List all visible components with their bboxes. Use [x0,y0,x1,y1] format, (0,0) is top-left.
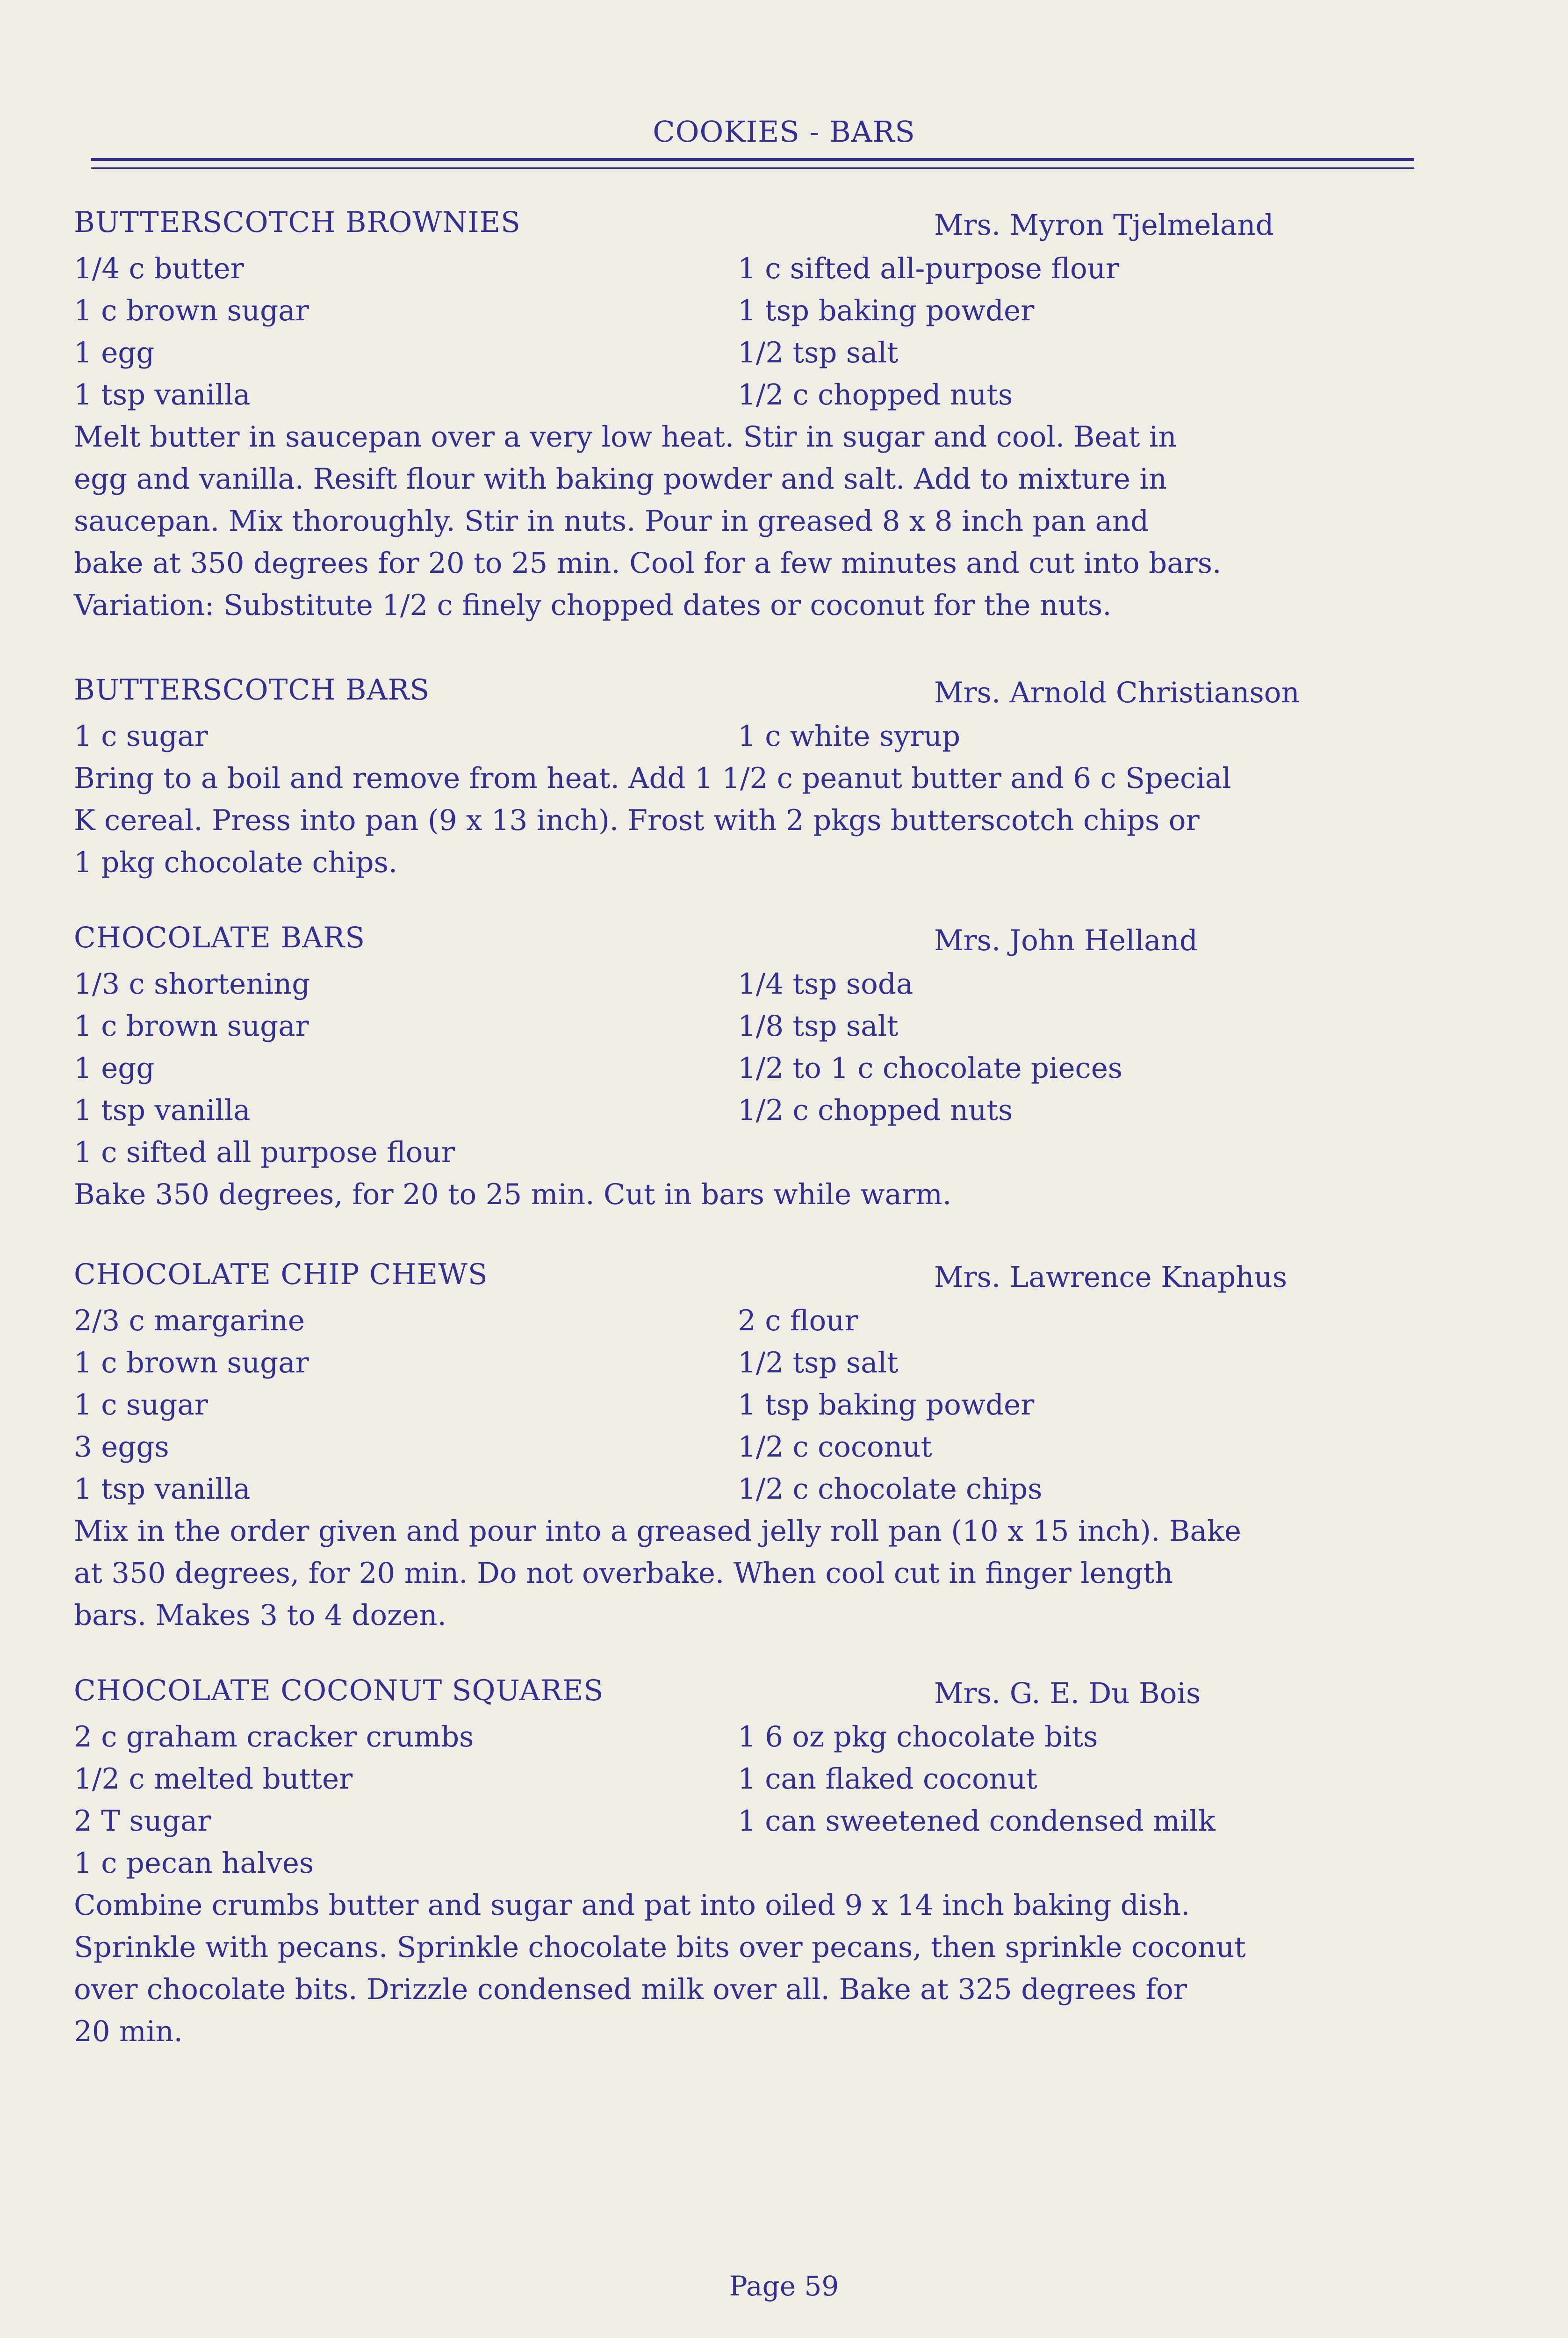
instruction-line: Sprinkle with pecans. Sprinkle chocolate bits over pecans, then sprinkle coconut [74,1931,1246,1964]
ingredient: 1 c pecan halves [74,1847,314,1880]
header-rule-thin [91,167,1414,169]
ingredients-right [738,715,960,758]
ingredient: 1/4 tsp soda [738,967,913,1001]
recipe-block [74,921,1420,1216]
recipe-title: CHOCOLATE COCONUT SQUARES [74,1674,604,1707]
recipe-header [74,1258,1420,1300]
instruction-line: 1 pkg chocolate chips. [74,846,398,879]
ingredient: 1/3 c shortening [74,967,310,1001]
recipe-block [74,206,1420,627]
recipe-title: CHOCOLATE BARS [74,921,365,954]
ingredients-right [738,248,1119,416]
recipe-header [74,206,1420,248]
ingredient: 1 c sifted all purpose flour [74,1136,455,1169]
instruction-line: bars. Makes 3 to 4 dozen. [74,1599,446,1632]
instruction-line: at 350 degrees, for 20 min. Do not overbake. When cool cut in finger length [74,1557,1173,1590]
page-number: Page 59 [729,2270,839,2302]
recipe-author: Mrs. Myron Tjelmeland [934,209,1274,242]
instruction-line: egg and vanilla. Resift flour with baking powder and salt. Add to mixture in [74,462,1167,496]
recipe-instructions [74,416,1420,627]
ingredients-right [738,1716,1216,1842]
ingredient-columns [74,963,1420,1174]
ingredient: 1 tsp vanilla [74,1094,251,1127]
instruction-line: Melt butter in saucepan over a very low heat. Stir in sugar and cool. Beat in [74,420,1177,454]
ingredient: 2 T sugar [74,1804,211,1838]
ingredient: 1 c sifted all-purpose flour [738,252,1120,285]
instruction-line: Bake 350 degrees, for 20 to 25 min. Cut in bars while warm. [74,1178,952,1211]
instruction-line: Combine crumbs butter and sugar and pat into oiled 9 x 14 inch baking dish. [74,1889,1190,1922]
instruction-line: Variation: Substitute 1/2 c finely chopped dates or coconut for the nuts. [74,589,1112,622]
ingredients-left [74,1716,474,1884]
recipe-title: CHOCOLATE CHIP CHEWS [74,1258,488,1291]
ingredient-columns [74,1716,1420,1884]
ingredient: 1 can sweetened condensed milk [738,1804,1216,1838]
ingredient: 1 tsp baking powder [738,294,1035,327]
instruction-line: Mix in the order given and pour into a greased jelly roll pan (10 x 15 inch). Bake [74,1515,1241,1548]
instruction-line: saucepan. Mix thoroughly. Stir in nuts. Pour in greased 8 x 8 inch pan and [74,505,1149,538]
ingredient: 1/2 c coconut [738,1430,932,1464]
recipe-title: BUTTERSCOTCH BARS [74,673,430,707]
ingredient: 1 c brown sugar [74,294,309,327]
instruction-line: 20 min. [74,2015,183,2048]
ingredient-columns [74,248,1420,416]
ingredient: 1/2 c chocolate chips [738,1472,1043,1506]
ingredient: 2 c graham cracker crumbs [74,1720,474,1754]
ingredients-right [738,1300,1042,1510]
recipe-block [74,673,1420,884]
recipe-header [74,1674,1420,1716]
ingredient: 2 c flour [738,1304,858,1337]
recipe-title: BUTTERSCOTCH BROWNIES [74,206,521,239]
ingredient: 1 egg [74,336,155,369]
header-rule-thick [91,158,1414,161]
recipe-header [74,921,1420,963]
recipe-block [74,1674,1420,2053]
ingredients-left [74,715,208,758]
ingredient: 1/2 c chopped nuts [738,1094,1013,1127]
recipe-author: Mrs. Arnold Christianson [934,676,1300,709]
ingredient-columns [74,715,1420,758]
instruction-line: over chocolate bits. Drizzle condensed milk over all. Bake at 325 degrees for [74,1973,1187,2006]
instruction-line: bake at 350 degrees for 20 to 25 min. Cool for a few minutes and cut into bars. [74,547,1222,580]
ingredient-columns [74,1300,1420,1510]
ingredient: 1/2 to 1 c chocolate pieces [738,1052,1123,1085]
ingredient: 1 egg [74,1052,155,1085]
instruction-line: K cereal. Press into pan (9 x 13 inch). Frost with 2 pkgs butterscotch chips or [74,804,1200,837]
ingredient: 1 tsp baking powder [738,1388,1035,1422]
ingredient: 1 c brown sugar [74,1010,309,1043]
ingredients-left [74,248,309,416]
ingredient: 1/4 c butter [74,252,244,285]
recipe-header [74,673,1420,715]
recipe-instructions [74,1174,1420,1216]
ingredient: 3 eggs [74,1430,169,1464]
ingredient: 1 c brown sugar [74,1346,309,1379]
ingredient: 1 c sugar [74,720,208,753]
ingredient: 1 6 oz pkg chocolate bits [738,1720,1098,1754]
ingredients-left [74,1300,309,1510]
ingredient: 1 can flaked coconut [738,1762,1037,1796]
recipe-block [74,1258,1420,1637]
instruction-line: Bring to a boil and remove from heat. Add 1 1/2 c peanut butter and 6 c Special [74,762,1231,795]
recipe-author: Mrs. G. E. Du Bois [934,1677,1201,1710]
recipe-author: Mrs. Lawrence Knaphus [934,1261,1287,1294]
ingredient: 1/2 tsp salt [738,336,899,369]
ingredient: 1/2 tsp salt [738,1346,899,1379]
ingredient: 1/2 c chopped nuts [738,378,1013,411]
ingredient: 1 tsp vanilla [74,378,251,411]
ingredient: 1 c white syrup [738,720,961,753]
ingredient: 1 tsp vanilla [74,1472,251,1506]
recipe-author: Mrs. John Helland [934,924,1198,957]
recipe-instructions [74,758,1420,884]
ingredient: 1/8 tsp salt [738,1010,899,1043]
ingredient: 1 c sugar [74,1388,208,1422]
ingredient: 1/2 c melted butter [74,1762,353,1796]
recipe-instructions [74,1884,1420,2053]
ingredients-right [738,963,1122,1132]
ingredients-left [74,963,455,1174]
section-title: COOKIES - BARS [653,115,915,149]
recipe-instructions [74,1510,1420,1637]
ingredient: 2/3 c margarine [74,1304,305,1337]
